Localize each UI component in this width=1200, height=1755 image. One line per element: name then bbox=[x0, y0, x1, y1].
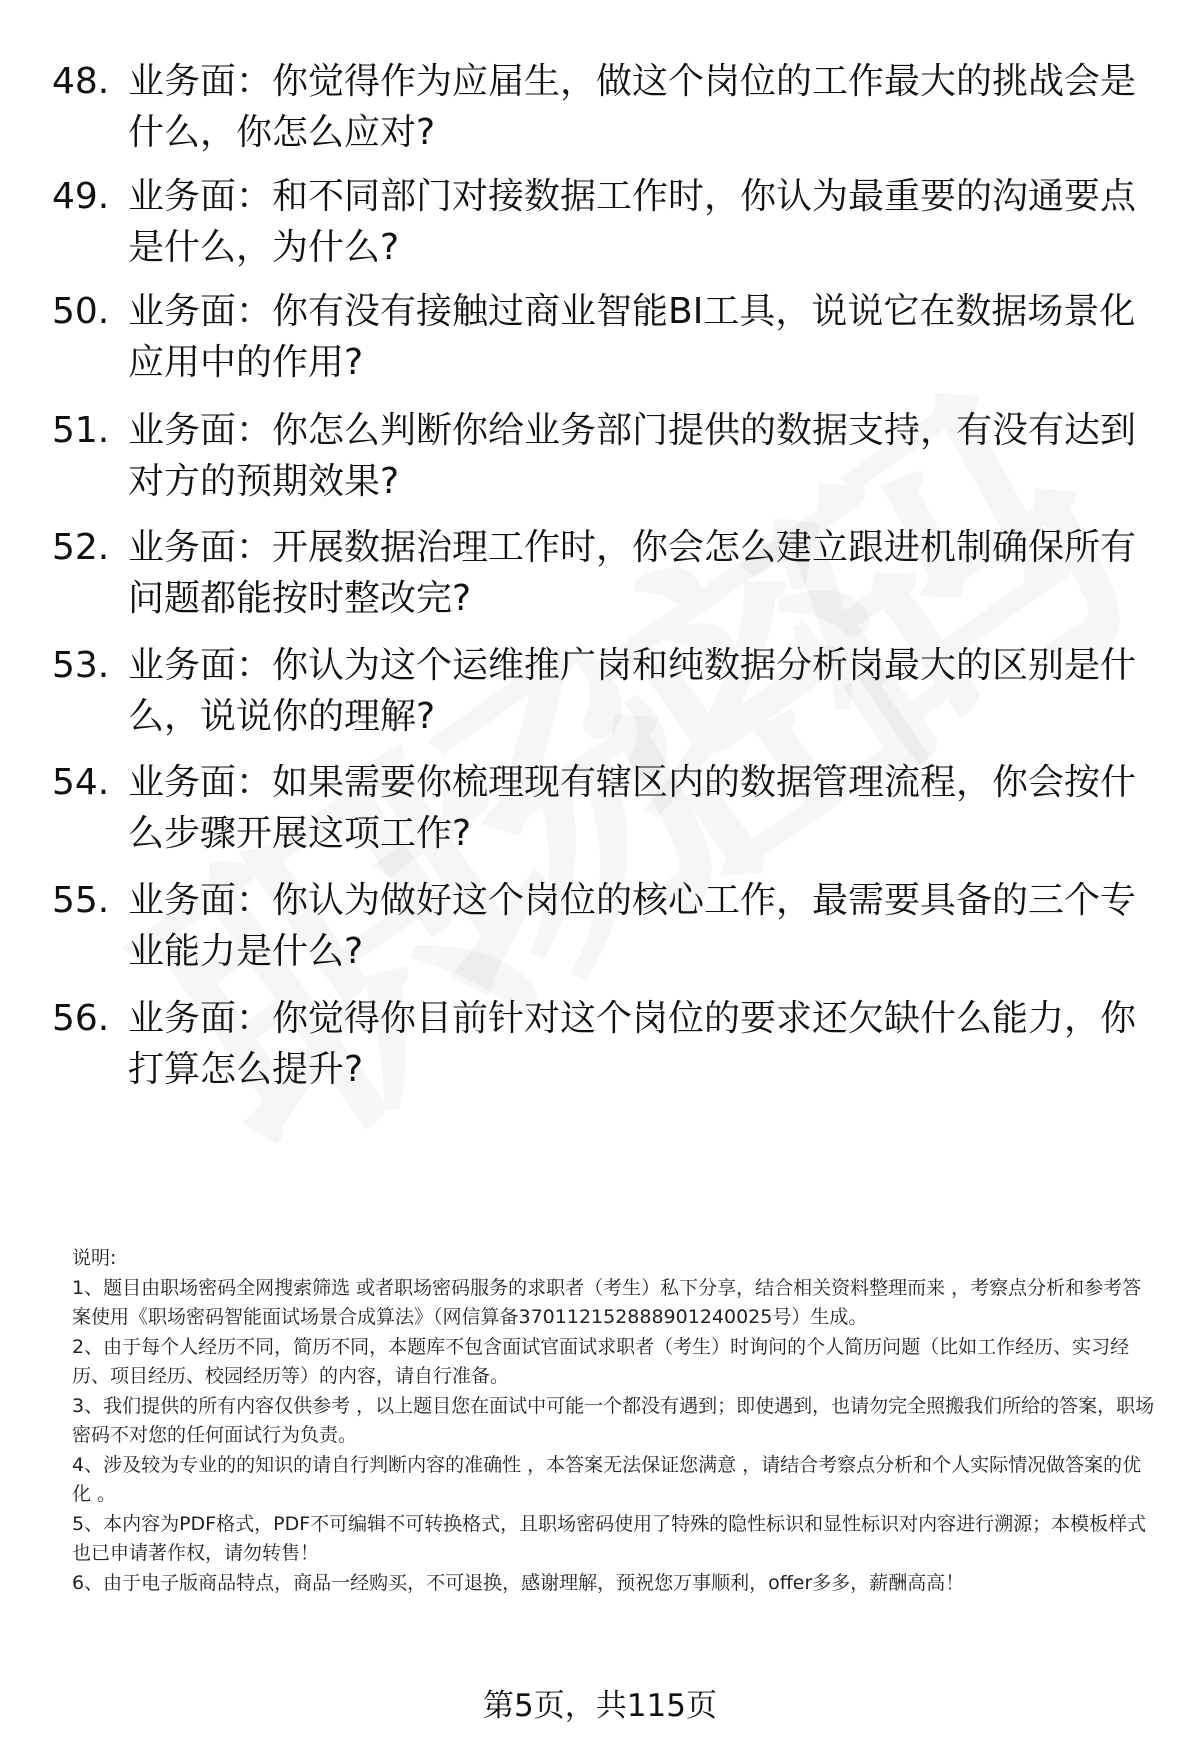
question-item bbox=[52, 405, 1152, 507]
question-number: 48. bbox=[52, 61, 110, 102]
notes-heading: 说明: bbox=[72, 1247, 117, 1269]
question-number: 50. bbox=[52, 291, 110, 332]
note-item: 3、我们提供的所有内容仅供参考 ，以上题目您在面试中可能一个都没有遇到；即使遇到，也请勿完全照搬我们所给的答案，职场密码不对您的任何面试行为负责。 bbox=[72, 1394, 1155, 1446]
question-item bbox=[52, 171, 1152, 273]
question-text: 业务面：你有没有接触过商业智能BI工具，说说它在数据场景化应用中的作用? bbox=[128, 291, 1136, 383]
question-text: 业务面：开展数据治理工作时，你会怎么建立跟进机制确保所有问题都能按时整改完? bbox=[128, 527, 1137, 619]
question-number: 55. bbox=[52, 880, 110, 921]
notes-section bbox=[72, 1244, 1160, 1598]
note-item: 4、涉及较为专业的的知识的请自行判断内容的准确性 ，本答案无法保证您满意 ，请结合考察点分析和个人实际情况做答案的优化 。 bbox=[72, 1453, 1142, 1505]
question-text: 业务面：你认为做好这个岗位的核心工作，最需要具备的三个专业能力是什么? bbox=[128, 880, 1137, 972]
question-number: 54. bbox=[52, 762, 110, 803]
question-item bbox=[52, 56, 1152, 158]
page-number: 第5页，共115页 bbox=[483, 1688, 717, 1724]
question-item bbox=[52, 993, 1152, 1095]
question-number: 56. bbox=[52, 998, 110, 1039]
note-item: 2、由于每个人经历不同，简历不同，本题库不包含面试官面试求职者（考生）时询问的个人简历问题（比如工作经历、实习经历、项目经历、校园经历等）的内容，请自行准备。 bbox=[72, 1335, 1130, 1387]
question-item bbox=[52, 757, 1152, 859]
question-item bbox=[52, 875, 1152, 977]
question-item bbox=[52, 522, 1152, 624]
question-text: 业务面：和不同部门对接数据工作时，你认为最重要的沟通要点是什么，为什么? bbox=[128, 176, 1137, 268]
question-item bbox=[52, 286, 1152, 388]
question-number: 53. bbox=[52, 645, 110, 686]
question-number: 49. bbox=[52, 176, 110, 217]
question-text: 业务面：你认为这个运维推广岗和纯数据分析岗最大的区别是什么，说说你的理解? bbox=[128, 645, 1137, 737]
note-item: 6、由于电子版商品特点，商品一经购买，不可退换，感谢理解，预祝您万事顺利，offer多多，薪酬高高！ bbox=[72, 1571, 965, 1594]
question-number: 52. bbox=[52, 527, 110, 568]
question-text: 业务面：如果需要你梳理现有辖区内的数据管理流程，你会按什么步骤开展这项工作? bbox=[128, 762, 1137, 854]
note-item: 1、题目由职场密码全网搜索筛选 或者职场密码服务的求职者（考生）私下分享，结合相关资料整理而来 ，考察点分析和参考答案使用《职场密码智能面试场景合成算法》（网信算备370112152888901240025号）生成。 bbox=[72, 1276, 1142, 1328]
question-item bbox=[52, 640, 1152, 742]
note-item: 5、本内容为PDF格式，PDF不可编辑不可转换格式，且职场密码使用了特殊的隐性标识和显性标识对内容进行溯源；本模板样式也已申请著作权，请勿转售！ bbox=[72, 1512, 1147, 1564]
question-text: 业务面：你觉得作为应届生，做这个岗位的工作最大的挑战会是什么，你怎么应对? bbox=[128, 61, 1137, 153]
question-number: 51. bbox=[52, 410, 110, 451]
question-text: 业务面：你怎么判断你给业务部门提供的数据支持，有没有达到对方的预期效果? bbox=[128, 410, 1137, 502]
question-text: 业务面：你觉得你目前针对这个岗位的要求还欠缺什么能力，你打算怎么提升? bbox=[128, 998, 1137, 1090]
